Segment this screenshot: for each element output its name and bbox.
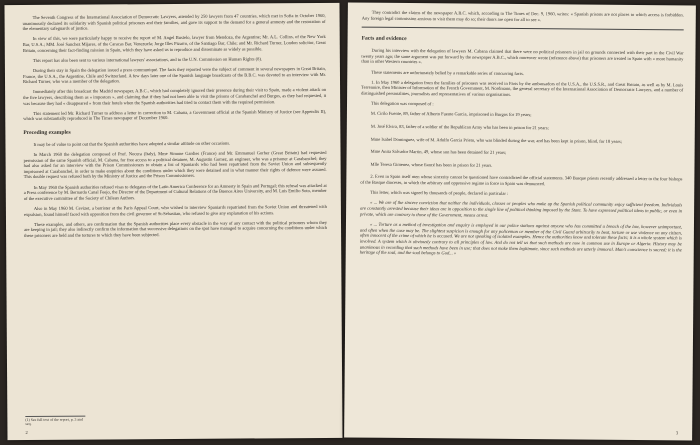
- left-paragraph-1: The Seventh Congress of the International Association of Democratic Lawyers, attended by 250 lawyers from 47 countries, which met in Sofia in October 1960, unanimously declared its solidarity with Spanish political prisoners and their families, and gave its support to the demand for a general amnesty and the restoration of the elementary safeguards of justice.: [22, 12, 326, 32]
- right-paragraph-2: These statements are unfortunately belied by a remarkable series of concurring facts.: [371, 69, 525, 76]
- right-paragraph-1: During his interview with the delegation of lawyers M. Cabana claimed that there were no political prisoners in jail on grounds connected with their part in the Civil War twenty years ago; the same argument was put forward by the newspaper A.B.C., which moreover wrote (reference above) that prisoners are treated in Spain with « more humanity than in other Western countries ».: [361, 47, 684, 65]
- delegation-member: M. José Elvira, 83, father of a soldier of the Republican Army who has been in prison for 21 years;: [370, 123, 549, 131]
- delegation-member: Mme Isabel Dominguez, wife of M. Adolfo Garcia Prieto, who was blinded during the war, and has been kept in prison, blind, for 18 years;: [370, 136, 622, 144]
- right-page: [344, 2, 696, 440]
- left-paragraph-4: During their stay in Spain the delegation issued a press communiqué. The facts they reported were the subject of comment in several newspapers in Great Britain, France, the U.S.A., the Argentine, Chile and Switzerland. A few days later one of the Spanish language broadcasts of the B.B.C. was devoted to an interview with Mr. Richard Turner, who was a member of the delegation.: [22, 65, 326, 85]
- delegation-member: M. Cirilo Fuente, 89, father of Alberto Fuente Garcia, imprisoned in Burgos for 19 years;: [370, 111, 532, 118]
- right-paragraph-5: This letter, which was signed by thousands of people, declared in particular :: [370, 189, 509, 196]
- quote-1: « ... We are of the sincere conviction that neither the individuals, classes or peoples who make up the Spanish political community enjoy sufficient freedom. Individuals are constantly arrested because their ideas are in opposition to the single line of political thinking imposed by the State. To have expressed political ideas in public, or even in private, which are contrary to those of the Government, means arrest.: [360, 199, 683, 218]
- left-paragraph-5: Immediately after this broadcast the Madrid newspaper, A.B.C., which had completely ignored their presence during their visit to Spain, made a violent attack on the five lawyers, describing them as « impostors », and claiming that if they had not been able to visit the prisons of Carabanchel and Burgos, as they had requested, it was because they had « disappeared » from their hotels when the Spanish authorities had tried to contact them with the required permission.: [23, 87, 327, 106]
- left-paragraph-10: Also in May 1960 M. Cevizet, a barrister at the Paris Appeal Court, who wished to interview Spaniards repatriated from the Soviet Union and threatened with expulsion, found himself faced with opposition from the civil governor of St-Sebastian, who refused to give any explanation of his actions.: [23, 203, 327, 217]
- delegation-member: Mlle Teresa Gimenez, whose fiancé has been in prison for 21 years.: [370, 161, 493, 168]
- delegation-intro: This delegation was composed of :: [371, 100, 434, 107]
- page-number-left: 2: [25, 430, 28, 436]
- footnote: (1) See full text of the report, p. 3 and seq.: [25, 416, 85, 426]
- left-paragraph-7: It may be of value to point out that the Spanish authorities have adopted a similar attitude on other occasions.: [33, 140, 231, 147]
- left-paragraph-2: In view of this, we were particularly happy to receive the report of M. Angel Bustelo, lawyer from Mendoza, the Argentine; Mr. A.L. Collins, of the New York Bar, U.S.A.; MM. José Sanchez Mijares, of the Caracas Bar, Venezuela; Jorge Illes Pizarro, of the Santiago Bar, Chile; and Mr. Richard Turner, London solicitor, Great Britain, concerning their fact-finding mission in Spain, which they have asked us to reproduce and disseminate as widely as possible.: [22, 34, 326, 53]
- divider-rule: [362, 27, 684, 31]
- left-paragraph-9: In May 1960 the Spanish authorities refused visas to delegates of the Latin America Conference for an Amnesty in Spain and Portugal; this refusal was attacked at a Press conference by M. Bernardo Canal Feejo, the Director of the Department of Cultural Relations of the Buenos Aires University, and M. Luis Emilio Soto, member of the executive committee of the Society of Chilean Authors.: [23, 182, 327, 201]
- left-paragraph-6: This statement led Mr. Richard Turner to address a letter in correction to M. Cabana, a Government official at the Spanish Ministry of Justice (see Appendix II), which was substantially reproduced in The Times newspaper of December 1960.: [23, 108, 327, 122]
- left-paragraph-3: This report has also been sent to various international lawyers' associations, and to the U.N. Commission on Human Rights (8).: [32, 56, 263, 63]
- page-number-right: 3: [675, 430, 679, 436]
- right-paragraph-4: 2. Even in Spain itself men whose sincerity cannot be questioned have contradicted the official statements. 340 Basque priests recently addressed a letter to the four bishops of the Basque dioceses, in which the arbitrary and oppressive regime in force in Spain was denounced.: [360, 173, 683, 187]
- section-heading-preceding-examples: Preceding examples: [23, 129, 71, 136]
- left-paragraph-8: In March 1960 the delegation composed of Prof. Nocera (Italy), Mme Simone Gardies (France) and Mr. Emmanuel Gorber (Great Britain) had requested permission of the same Spanish official, M. Cabana, for free access to a political detainee, M. Augustin Gomez, an engineer, who was a prisoner at Carabanchel; they had also asked for an interview with the Prison Commissioners to obtain a list of Spaniards who had been repatriated from the Soviet Union and subsequently imprisoned at Carabanchel, in order to make enquiries about the conditions under which they were detained and in what manner their rights of defence were assured. This double request was refused both by the Ministry of Justice and the Prison Commissioners.: [23, 149, 327, 180]
- delegation-member: Mme Anita Salvador Martin, 49, whose son has been detained for 21 years;: [370, 148, 507, 155]
- right-intro-paragraph: They contradict the claims of the newspaper A.B.C. which, according to The Times of Dec. 9, 1960, writes: « Spanish prisons are not places to which access is forbidden. Any foreign legal commission anxious to visit them may do so; their doors are open for all to see ».: [361, 9, 684, 22]
- right-paragraph-3: 1. In May 1960 a delegation from the families of prisoners was received in Paris by the ambassadors of the U.S.A., the U.S.S.R., and Great Britain, as well as by M. Louis Terrenoire, then Minister of Information of the French Government, M. Nordmann, the general secretary of the International Association of Democratic Lawyers, and a number of distinguished personalities, journalists and representatives of various organisations.: [361, 79, 684, 97]
- left-paragraph-11: These examples, and others, are confirmation that the Spanish authorities place every obstacle in the way of any contact with the political prisoners whom they are keeping in jail; they also indirectly confirm the information that successive delegations on the spot have managed to acquire concerning the conditions under which these prisoners are held and the tortures to which they have been subjected.: [24, 219, 328, 239]
- section-heading-facts-and-evidence: Facts and evidence: [361, 35, 407, 43]
- quote-2: « ... Torture as a method of investigation and enquiry is employed in our police stations against anyone who has committed a breach of the law, however unimportant, and often when the case may be. The slightest suspicion is enough for any policeman or member of the Civil Guard arbitrarily to beat, torture or use violence on any citizen, often innocent of the crime of which he is accused. We are not speaking of isolated examples. Hence the authorities know and tolerate these facts; it is a whole system which is involved. A system which is obviously contrary to all principles of law. And do not tell us that such methods are now in common use in Europe or Algeria. History may be unanimous in recording that such methods have been in use; that does not make them legitimate, since such methods are utterly immoral. Man's conscience is sacred; it is the heritage of the soul, and the soul belongs to God... »: [359, 221, 682, 256]
- left-page: [4, 3, 342, 440]
